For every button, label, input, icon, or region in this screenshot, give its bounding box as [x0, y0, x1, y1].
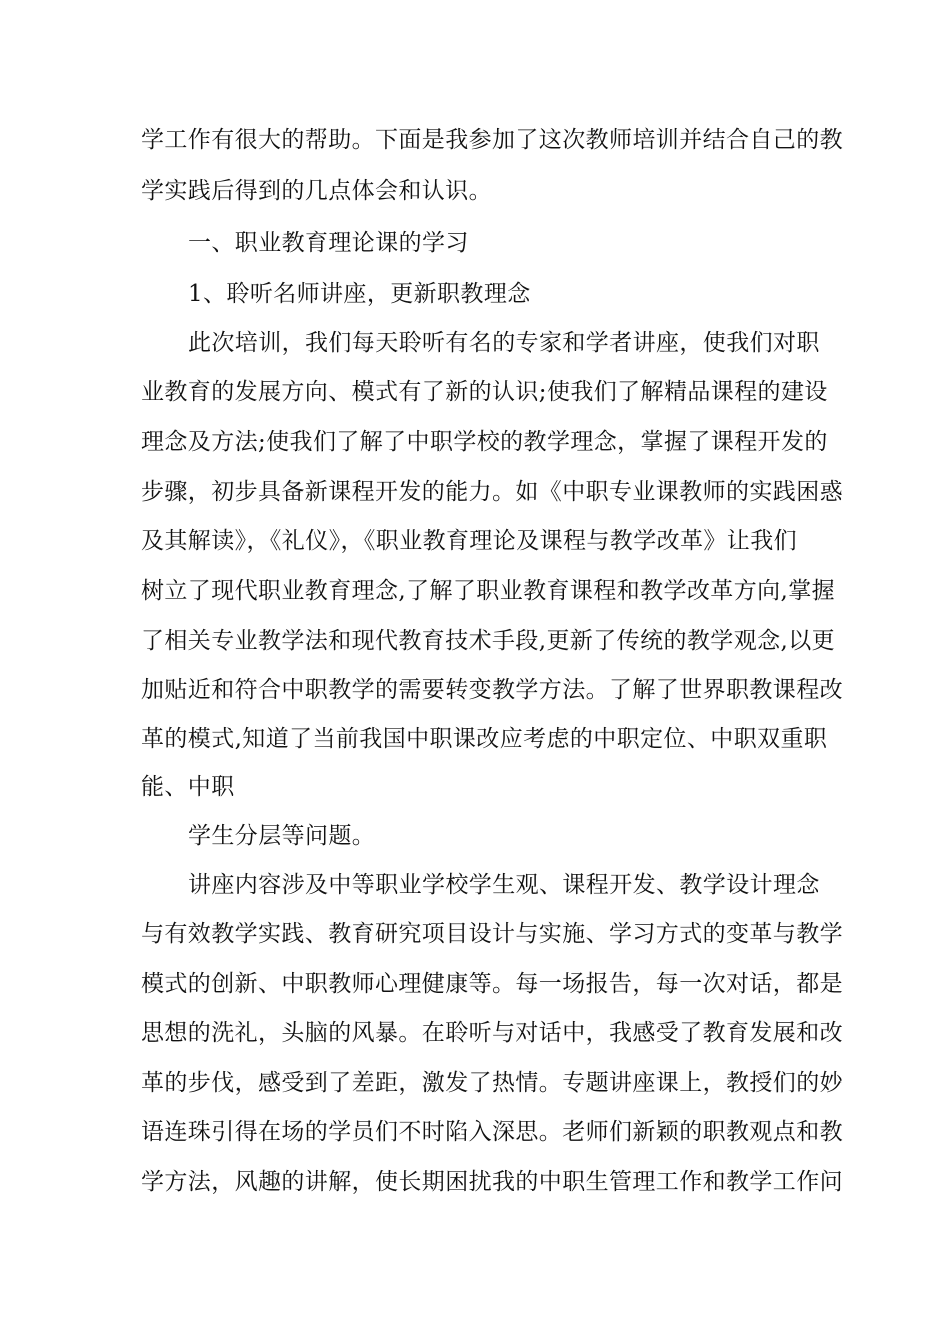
paragraph-2-line-1: 学生分层等问题。 — [188, 823, 376, 849]
text-line-1: 学工作有很大的帮助。下面是我参加了这次教师培训并结合自己的教 — [141, 127, 843, 153]
subsection-heading: 1、聆听名师讲座，更新职教理念 — [188, 281, 531, 307]
paragraph-1-line-2: 业教育的发展方向、模式有了新的认识;使我们了解精品课程的建设 — [141, 379, 828, 405]
paragraph-1-line-3: 理念及方法;使我们了解了中职学校的教学理念，掌握了课程开发的 — [141, 429, 828, 455]
paragraph-3-line-3: 模式的创新、中职教师心理健康等。每一场报告，每一次对话，都是 — [141, 971, 843, 997]
paragraph-1-line-1: 此次培训，我们每天聆听有名的专家和学者讲座，使我们对职 — [188, 330, 820, 356]
paragraph-1-line-5: 及其解读》，《礼仪》，《职业教育理论及课程与教学改革》让我们 — [141, 528, 797, 554]
paragraph-3-line-1: 讲座内容涉及中等职业学校学生观、课程开发、教学设计理念 — [188, 872, 820, 898]
text-line-2: 学实践后得到的几点体会和认识。 — [141, 178, 492, 204]
paragraph-1-line-6: 树立了现代职业教育理念,了解了职业教育课程和教学改革方向,掌握 — [141, 578, 836, 604]
paragraph-3-line-7: 学方法，风趣的讲解，使长期困扰我的中职生管理工作和教学工作问 — [141, 1169, 843, 1195]
paragraph-1-line-8: 加贴近和符合中职教学的需要转变教学方法。了解了世界职教课程改 — [141, 677, 843, 703]
paragraph-3-line-5: 革的步伐，感受到了差距，激发了热情。专题讲座课上，教授们的妙 — [141, 1070, 843, 1096]
paragraph-3-line-6: 语连珠引得在场的学员们不时陷入深思。老师们新颖的职教观点和教 — [141, 1119, 843, 1145]
paragraph-1-line-10: 能、中职 — [141, 774, 235, 800]
paragraph-1-line-7: 了相关专业教学法和现代教育技术手段,更新了传统的教学观念,以更 — [141, 628, 836, 654]
section-heading: 一、职业教育理论课的学习 — [188, 230, 469, 256]
paragraph-1-line-4: 步骤，初步具备新课程开发的能力。如《中职专业课教师的实践困惑 — [141, 479, 843, 505]
paragraph-3-line-2: 与有效教学实践、教育研究项目设计与实施、学习方式的变革与教学 — [141, 921, 843, 947]
paragraph-3-line-4: 思想的洗礼，头脑的风暴。在聆听与对话中，我感受了教育发展和改 — [141, 1020, 843, 1046]
paragraph-1-line-9: 革的模式,知道了当前我国中职课改应考虑的中职定位、中职双重职 — [141, 726, 828, 752]
